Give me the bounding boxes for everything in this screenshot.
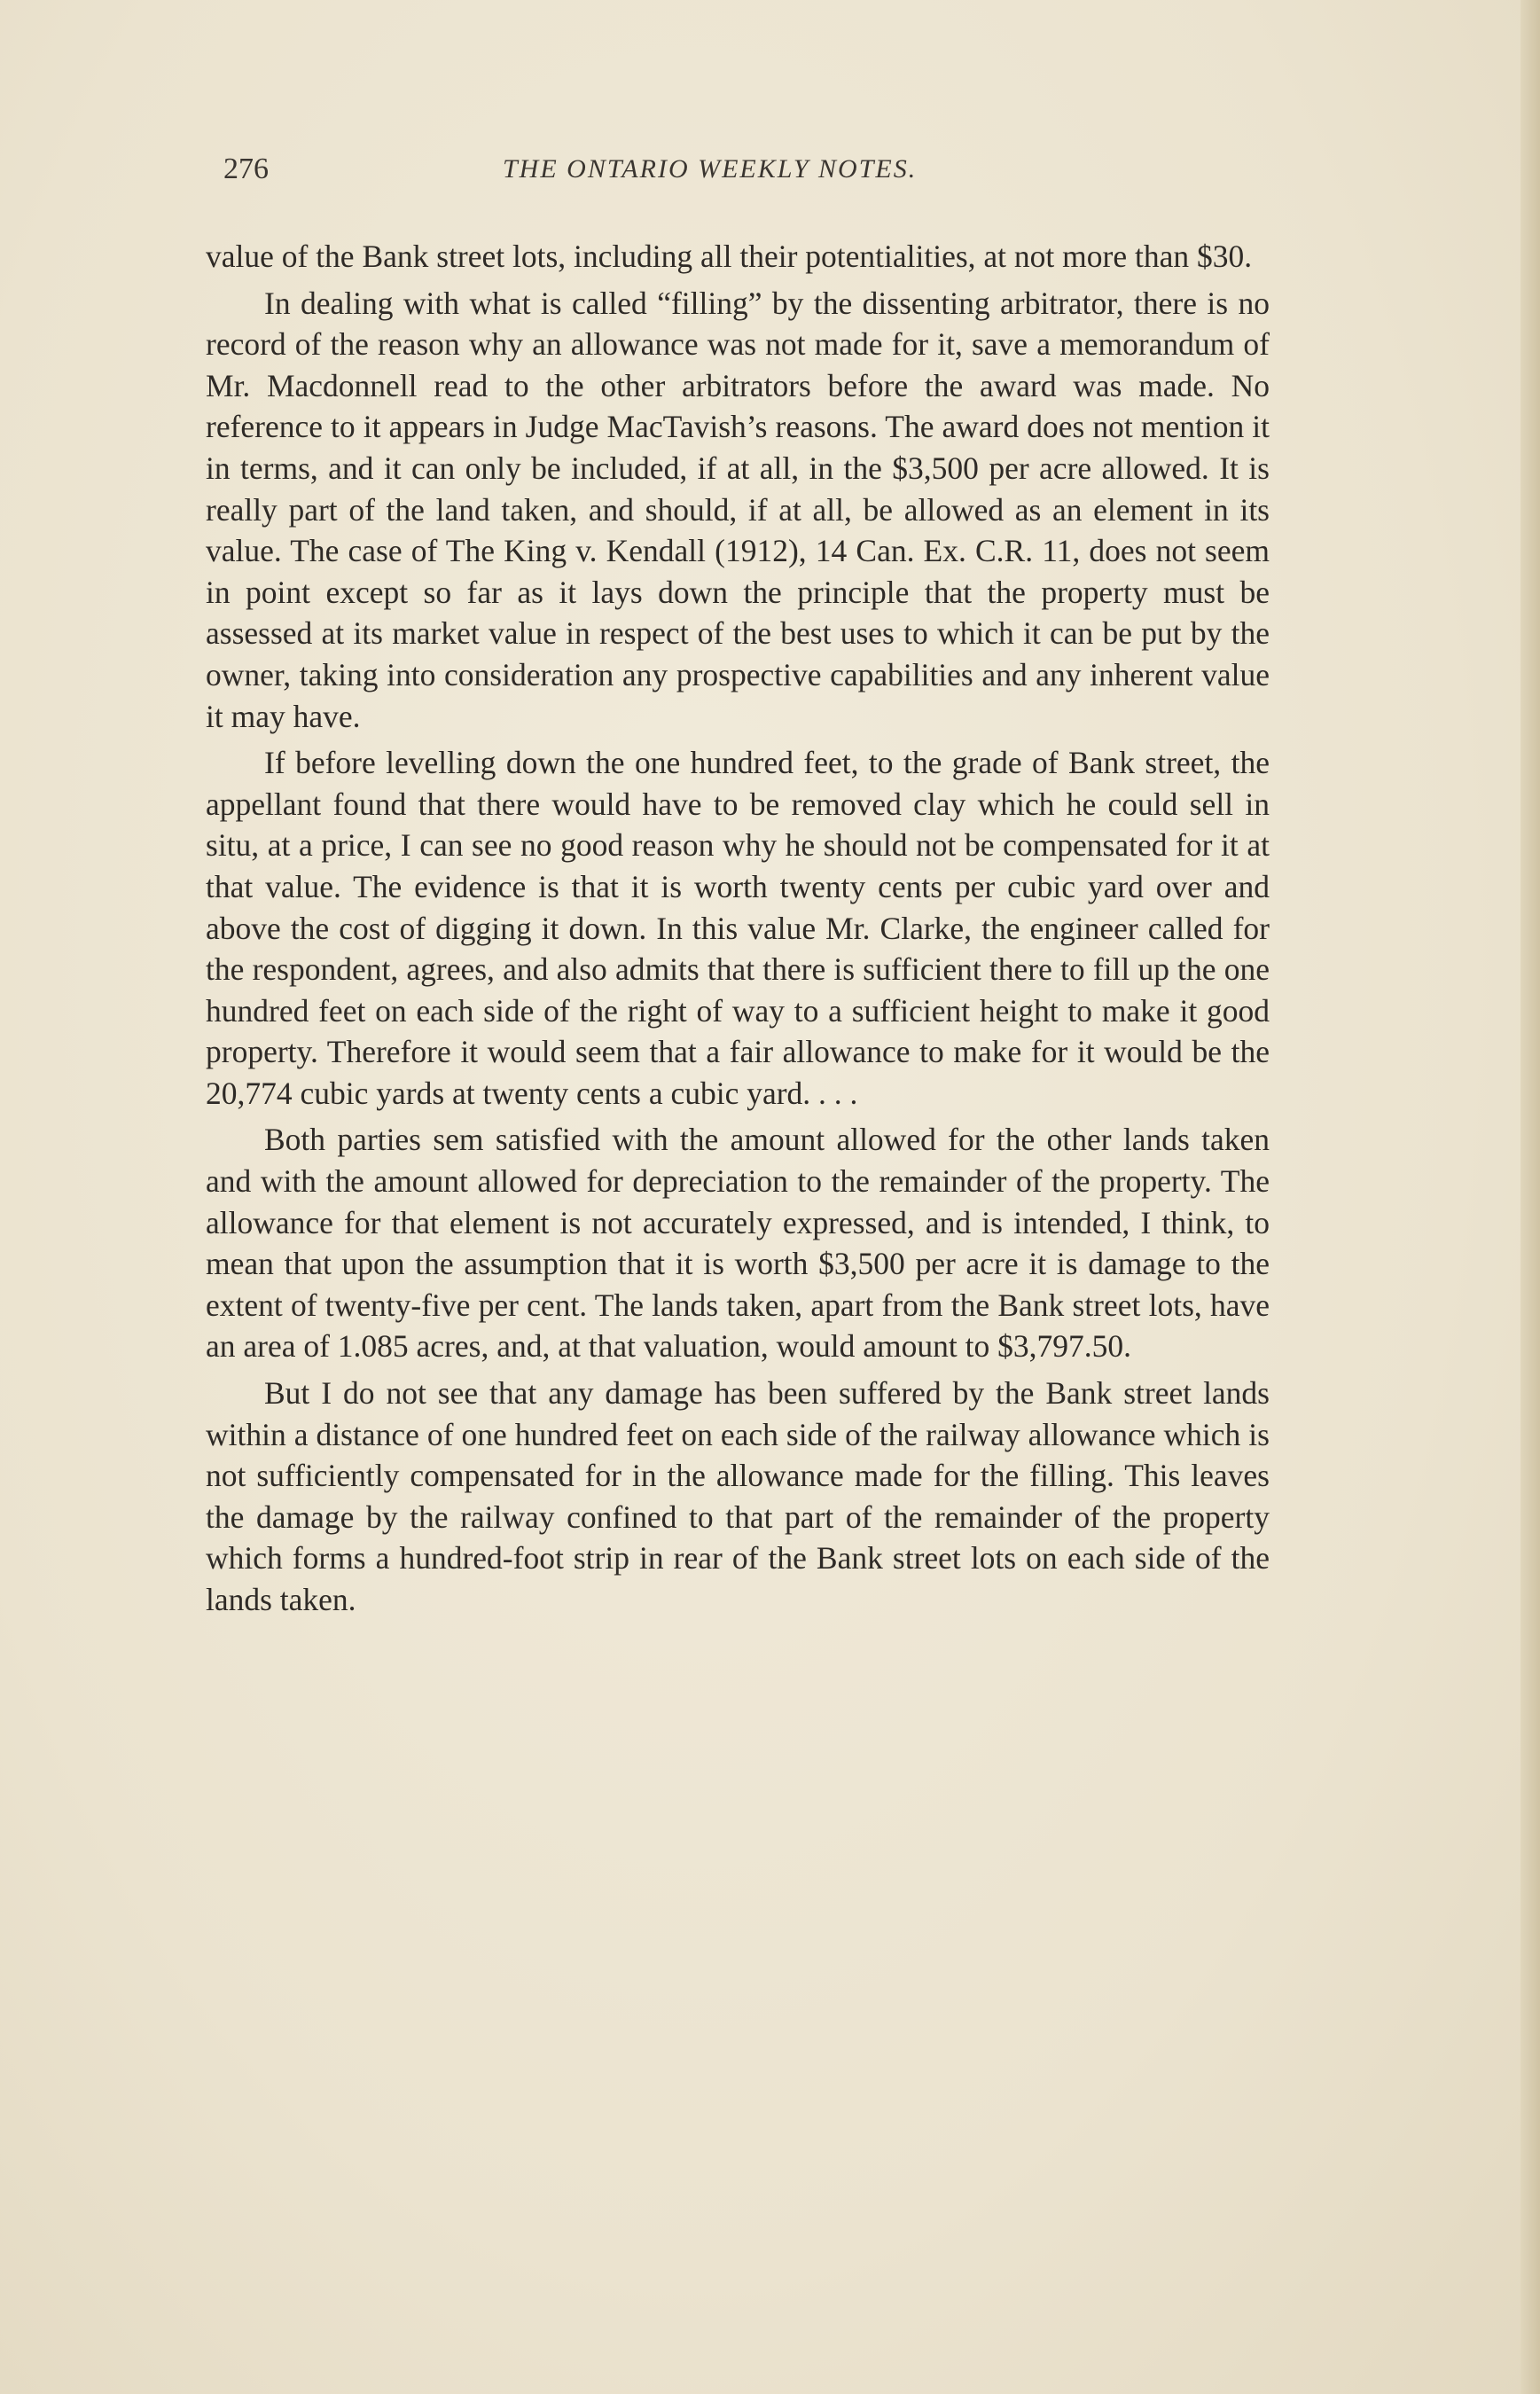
paragraph-5: But I do not see that any damage has been suffered by the Bank street lands within a distance of one hundred feet on each side of the railway allowance which is not sufficiently compensated for in the allowance made for the filling. This leaves the damage by the railway confined to that part of the remainder of the property which forms a hundred-foot strip in rear of the Bank street lots on each side of the lands taken. xyxy=(206,1375,1270,1617)
paragraph-1: value of the Bank street lots, including all their potentialities, at not more than $30. xyxy=(206,239,1253,274)
page-edge xyxy=(1520,0,1540,2394)
page-number: 276 xyxy=(223,153,269,185)
paragraph-4: Both parties sem satisfied with the amount allowed for the other lands taken and with the amount allowed for depreciation to the remainder of the property. The allowance for that element is not accurately expressed, and is intended, I think, to mean that upon the assumption that it is worth $3,500 per acre it is damage to the extent of twenty-five per cent. The lands taken, apart from the Bank street lots, have an area of 1.085 acres, and, at that valuation, would amount to $3,797.50. xyxy=(206,1122,1270,1365)
body-text xyxy=(206,236,1270,1626)
paragraph-3: If before levelling down the one hundred feet, to the grade of Bank street, the appellant found that there would have to be removed clay which he could sell in situ, at a price, I can see no good reason why he should not be compensated for it at that value. The evidence is that it is worth twenty cents per cubic yard over and above the cost of digging it down. In this value Mr. Clarke, the engineer called for the respondent, agrees, and also admits that there is sufficient there to fill up the one hundred feet on each side of the right of way to a sufficient height to make it good property. Therefore it would seem that a fair allowance to make for it would be the 20,774 cubic yards at twenty cents a cubic yard. . . . xyxy=(206,745,1270,1111)
paragraph-2: In dealing with what is called “filling” by the dissenting arbitrator, there is no record of the reason why an allowance was not made for it, save a memorandum of Mr. Macdonnell read to the other arbitrators before the award was made. No reference to it appears in Judge MacTavish’s reasons. The award does not mention it in terms, and it can only be included, if at all, in the $3,500 per acre allowed. It is really part of the land taken, and should, if at all, be allowed as an element in its value. The case of The King v. Kendall (1912), 14 Can. Ex. C.R. 11, does not seem in point except so far as it lays down the principle that the property must be assessed at its market value in respect of the best uses to which it can be put by the owner, taking into consideration any prospective capabilities and any inherent value it may have. xyxy=(206,285,1270,734)
page-header xyxy=(223,153,1270,206)
running-head: THE ONTARIO WEEKLY NOTES. xyxy=(503,154,918,184)
